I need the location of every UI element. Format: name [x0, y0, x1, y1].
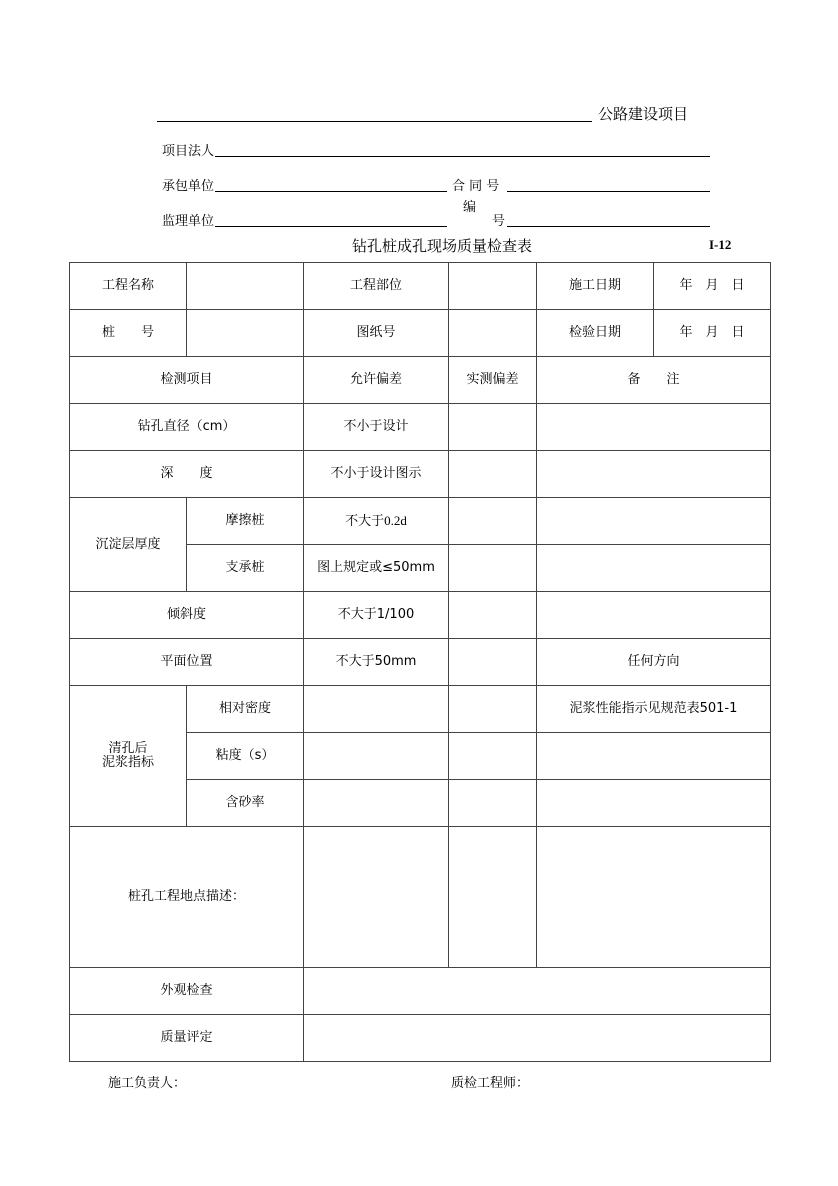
pile-no-label: 桩 号 — [70, 310, 187, 357]
item-label: 倾斜度 — [70, 592, 304, 639]
remark-cell[interactable] — [537, 404, 771, 451]
drawing-no-label: 图纸号 — [304, 310, 449, 357]
supervisor-label: 监理单位 — [162, 214, 215, 229]
table-row — [70, 592, 771, 639]
remark-cell[interactable] — [537, 592, 771, 639]
measured-cell[interactable] — [449, 780, 537, 827]
appearance-label: 外观检查 — [70, 968, 304, 1015]
allowed-value: 不大于50mm — [304, 639, 449, 686]
group-label: 沉淀层厚度 — [70, 498, 187, 592]
measured-cell[interactable] — [449, 686, 537, 733]
project-part-label: 工程部位 — [304, 263, 449, 310]
item-label: 支承桩 — [187, 545, 304, 592]
allowed-value: 不大于0.2d — [304, 498, 449, 545]
project-part-cell[interactable] — [449, 263, 537, 310]
table-row — [70, 686, 771, 733]
supervisor-field[interactable] — [215, 226, 447, 227]
measured-cell[interactable] — [449, 733, 537, 780]
remark-cell[interactable] — [537, 545, 771, 592]
construction-lead-label: 施工负责人： — [108, 1076, 187, 1091]
item-label: 平面位置 — [70, 639, 304, 686]
item-label: 相对密度 — [187, 686, 304, 733]
remark-cell: 泥浆性能指示见规范表501-1 — [537, 686, 771, 733]
remark-cell: 任何方向 — [537, 639, 771, 686]
table-row — [70, 263, 771, 310]
table-row — [70, 639, 771, 686]
project-name-line[interactable] — [157, 121, 592, 122]
project-suffix: 公路建设项目 — [598, 105, 689, 123]
appearance-cell[interactable] — [304, 968, 771, 1015]
quality-label: 质量评定 — [70, 1015, 304, 1062]
project-name-label: 工程名称 — [70, 263, 187, 310]
allowed-value: 不大于1/100 — [304, 592, 449, 639]
quality-cell[interactable] — [304, 1015, 771, 1062]
table-header-row — [70, 357, 771, 404]
item-label: 深 度 — [70, 451, 304, 498]
remark-cell[interactable] — [537, 498, 771, 545]
allowed-value: 不小于设计图示 — [304, 451, 449, 498]
form-code: I-12 — [709, 237, 732, 252]
group-label-line1: 清孔后 — [108, 741, 148, 756]
allowed-value: 图上规定或≤50mm — [304, 545, 449, 592]
item-label: 摩擦桩 — [187, 498, 304, 545]
description-cell[interactable] — [537, 827, 771, 968]
item-label: 粘度（s） — [187, 733, 304, 780]
contractor-field[interactable] — [215, 191, 447, 192]
item-label: 含砂率 — [187, 780, 304, 827]
remark-cell[interactable] — [537, 780, 771, 827]
form-title: 钻孔桩成孔现场质量检查表 — [352, 237, 533, 255]
table-row — [70, 404, 771, 451]
measured-cell[interactable] — [449, 498, 537, 545]
inspection-date-cell[interactable]: 年 月 日 — [654, 310, 771, 357]
measured-cell[interactable] — [449, 451, 537, 498]
serial-field[interactable] — [507, 226, 710, 227]
description-cell[interactable] — [304, 827, 449, 968]
item-label: 钻孔直径（cm） — [70, 404, 304, 451]
table-row — [70, 498, 771, 545]
col-measured-header: 实测偏差 — [449, 357, 537, 404]
allowed-cell[interactable] — [304, 686, 449, 733]
measured-cell[interactable] — [449, 404, 537, 451]
allowed-cell[interactable] — [304, 780, 449, 827]
remark-cell[interactable] — [537, 451, 771, 498]
allowed-value: 不小于设计 — [304, 404, 449, 451]
description-cell[interactable] — [449, 827, 537, 968]
remark-cell[interactable] — [537, 733, 771, 780]
table-row — [70, 827, 771, 968]
construction-date-cell[interactable]: 年 月 日 — [654, 263, 771, 310]
measured-cell[interactable] — [449, 639, 537, 686]
contract-no-label: 合 同 号 — [452, 179, 500, 194]
table-row — [70, 310, 771, 357]
contractor-label: 承包单位 — [162, 179, 215, 194]
table-row — [70, 1015, 771, 1062]
measured-cell[interactable] — [449, 592, 537, 639]
drawing-no-cell[interactable] — [449, 310, 537, 357]
project-name-cell[interactable] — [187, 263, 304, 310]
col-item-header: 检测项目 — [70, 357, 304, 404]
table-row — [70, 451, 771, 498]
group-label — [70, 686, 187, 827]
construction-date-label: 施工日期 — [537, 263, 654, 310]
contract-no-field[interactable] — [507, 191, 710, 192]
group-label-line2: 泥浆指标 — [101, 755, 154, 770]
owner-field[interactable] — [215, 156, 710, 157]
allowed-cell[interactable] — [304, 733, 449, 780]
serial-label-bottom: 号 — [492, 214, 506, 229]
pile-no-cell[interactable] — [187, 310, 304, 357]
table-row — [70, 968, 771, 1015]
inspection-date-label: 检验日期 — [537, 310, 654, 357]
qc-engineer-label: 质检工程师： — [451, 1076, 530, 1091]
inspection-table — [69, 262, 771, 1062]
description-label: 桩孔工程地点描述： — [70, 827, 304, 968]
owner-label: 项目法人 — [162, 144, 215, 159]
col-remark-header: 备 注 — [537, 357, 771, 404]
col-allowed-header: 允许偏差 — [304, 357, 449, 404]
serial-label-top: 编 — [463, 200, 477, 215]
measured-cell[interactable] — [449, 545, 537, 592]
